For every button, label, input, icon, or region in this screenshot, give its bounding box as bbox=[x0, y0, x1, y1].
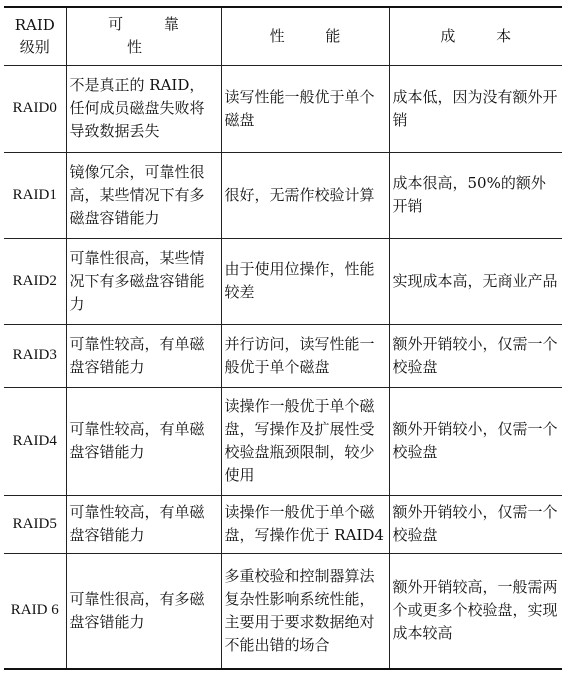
cell-performance: 读操作一般优于单个磁盘，写操作及扩展性受校验盘瓶颈限制，较少使用 bbox=[221, 387, 389, 495]
cell-cost: 成本低，因为没有额外开销 bbox=[389, 65, 562, 152]
table-row bbox=[4, 387, 562, 495]
cell-reliability: 不是真正的 RAID，任何成员磁盘失败将导致数据丢失 bbox=[66, 65, 221, 152]
table-row bbox=[4, 553, 562, 669]
table-row bbox=[4, 65, 562, 152]
cell-performance: 很好，无需作校验计算 bbox=[221, 152, 389, 238]
cell-cost: 额外开销较高，一般需两个或更多个校验盘，实现成本较高 bbox=[389, 553, 562, 669]
cell-reliability: 镜像冗余，可靠性很高，某些情况下有多磁盘容错能力 bbox=[66, 152, 221, 238]
cell-performance: 多重校验和控制器算法复杂性影响系统性能，主要用于要求数据绝对不能出错的场合 bbox=[221, 553, 389, 669]
cell-performance: 读操作一般优于单个磁盘，写操作优于 RAID4 bbox=[221, 495, 389, 553]
cell-level: RAID 6 bbox=[4, 553, 66, 669]
cell-reliability: 可靠性较高，有单磁盘容错能力 bbox=[66, 387, 221, 495]
table-header-row bbox=[4, 7, 562, 65]
cell-cost: 实现成本高，无商业产品 bbox=[389, 238, 562, 324]
cell-cost: 额外开销较小，仅需一个校验盘 bbox=[389, 495, 562, 553]
cell-level: RAID3 bbox=[4, 324, 66, 387]
cell-reliability: 可靠性较高，有单磁盘容错能力 bbox=[66, 495, 221, 553]
header-reliability: 可 靠 性 bbox=[66, 7, 221, 65]
cell-level: RAID0 bbox=[4, 65, 66, 152]
table-row bbox=[4, 238, 562, 324]
cell-performance: 由于使用位操作，性能较差 bbox=[221, 238, 389, 324]
table-row bbox=[4, 152, 562, 238]
cell-reliability: 可靠性很高，有多磁盘容错能力 bbox=[66, 553, 221, 669]
cell-cost: 成本很高，50%的额外开销 bbox=[389, 152, 562, 238]
header-performance: 性 能 bbox=[221, 7, 389, 65]
raid-comparison-table bbox=[4, 6, 562, 670]
table-row bbox=[4, 495, 562, 553]
cell-reliability: 可靠性较高，有单磁盘容错能力 bbox=[66, 324, 221, 387]
cell-level: RAID1 bbox=[4, 152, 66, 238]
cell-reliability: 可靠性很高，某些情况下有多磁盘容错能力 bbox=[66, 238, 221, 324]
cell-performance: 并行访问，读写性能一般优于单个磁盘 bbox=[221, 324, 389, 387]
cell-level: RAID4 bbox=[4, 387, 66, 495]
cell-cost: 额外开销较小，仅需一个校验盘 bbox=[389, 387, 562, 495]
cell-level: RAID2 bbox=[4, 238, 66, 324]
cell-performance: 读写性能一般优于单个磁盘 bbox=[221, 65, 389, 152]
cell-level: RAID5 bbox=[4, 495, 66, 553]
header-level: RAID 级别 bbox=[4, 7, 66, 65]
table-row bbox=[4, 324, 562, 387]
header-cost: 成 本 bbox=[389, 7, 562, 65]
cell-cost: 额外开销较小，仅需一个校验盘 bbox=[389, 324, 562, 387]
